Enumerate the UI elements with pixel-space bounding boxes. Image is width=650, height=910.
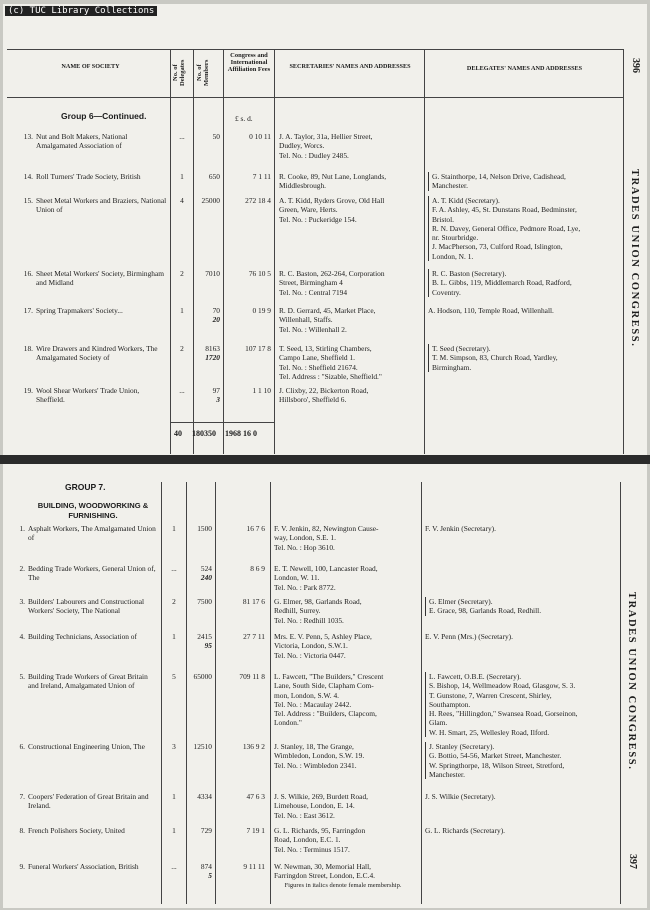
members-count [186, 632, 212, 651]
delegates-count: ... [179, 386, 185, 395]
members-total: 25000 [201, 196, 220, 205]
members-count [186, 742, 212, 751]
members-total: 7010 [205, 269, 220, 278]
secretary-address: E. T. Newell, 100, Lancaster Road, London, W. 11. Tel. No. : Park 8772. [274, 564, 378, 592]
delegates-addresses: E. V. Penn (Mrs.) (Secretary). [425, 632, 513, 641]
delegates-count: 1 [172, 632, 176, 641]
members-total: 4334 [197, 792, 212, 801]
members-total: 50 [212, 132, 220, 141]
members-count [193, 344, 220, 363]
row-number: 18. [23, 344, 33, 353]
header-secretary: SECRETARIES' NAMES AND ADDRESSES [289, 63, 411, 70]
delegates-count: 1 [172, 826, 176, 835]
delegates-addresses: A. Hodson, 110, Temple Road, Willenhall. [428, 306, 554, 315]
members-total: 8163 [205, 344, 220, 353]
society-name: Bedding Trade Workers, General Union of, The [28, 564, 156, 583]
society-name: Funeral Workers' Association, British [28, 862, 139, 871]
delegates-addresses: J. Stanley (Secretary). G. Bottio, 54-56, Market Street, Manchester. W. Springthorpe, 18, Wilson Street, Stretford, Manchester. [425, 742, 623, 779]
female-members: 5 [208, 871, 212, 881]
header-delegates: No. of Delegates [172, 59, 186, 87]
fees-amount: 0 19 9 [252, 306, 271, 315]
total-fees: 1968 16 0 [225, 429, 257, 438]
delegates-count: ... [171, 564, 177, 573]
members-count [186, 672, 212, 681]
page-number: 397 [627, 854, 638, 869]
society-name: French Polishers Society, United [28, 826, 125, 835]
members-count [193, 172, 220, 181]
secretary-address: R. D. Gerrard, 45, Market Place, Willenhall, Staffs. Tel. No. : Willenhall 2. [279, 306, 376, 334]
society-name: Roll Turners' Trade Society, British [36, 172, 141, 181]
row-number: 2. [19, 564, 25, 573]
row-number: 7. [19, 792, 25, 801]
total-delegates: 40 [174, 429, 182, 438]
delegates-count: 4 [180, 196, 184, 205]
delegates-addresses: G. Elmer (Secretary). E. Grace, 98, Garlands Road, Redhill. [425, 597, 623, 616]
secretary-address: G. L. Richards, 95, Farringdon Road, London, E.C. 1. Tel. No. : Terminus 1517. [274, 826, 366, 854]
delegates-addresses: A. T. Kidd (Secretary). F. A. Ashley, 45, St. Dunstans Road, Bedminster, Bristol. R. N. Davey, General Office, Pedmore Road, Lye, nr. Stourbridge. J. MacPherson, 73, Culford Road, Islington, London, N. 1. [428, 196, 626, 261]
currency-header: £ s. d. [235, 114, 253, 123]
delegates-count: 2 [172, 597, 176, 606]
header-fees: Congress and International Affiliation Fees [227, 52, 271, 74]
fees-amount: 8 6 9 [250, 564, 265, 573]
delegates-count: 1 [180, 172, 184, 181]
members-count [193, 306, 220, 325]
members-total: 2415 [197, 632, 212, 641]
members-total: 97 [212, 386, 220, 395]
fees-amount: 27 7 11 [243, 632, 265, 641]
fees-amount: 16 7 6 [246, 524, 265, 533]
members-total: 12510 [193, 742, 212, 751]
fees-amount: 136 9 2 [242, 742, 265, 751]
row-number: 16. [23, 269, 33, 278]
fees-amount: 7 19 1 [246, 826, 265, 835]
fees-amount: 81 17 6 [242, 597, 265, 606]
row-number: 9. [19, 862, 25, 871]
row-number: 8. [19, 826, 25, 835]
female-members: 3 [216, 395, 220, 405]
society-name: Building Technicians, Association of [28, 632, 137, 641]
col-rule [421, 482, 422, 904]
delegates-addresses: G. L. Richards (Secretary). [425, 826, 506, 835]
page-number: 396 [630, 58, 641, 73]
members-total: 524 [200, 564, 212, 573]
col-rule [270, 482, 271, 904]
members-count [186, 792, 212, 801]
female-members: 240 [200, 573, 212, 583]
fees-amount: 107 17 8 [245, 344, 271, 353]
delegates-count: 2 [180, 269, 184, 278]
secretary-address: J. Clixby, 22, Bickerton Road, Hillsboro', Sheffield 6. [279, 386, 369, 405]
row-number: 3. [19, 597, 25, 606]
row-number: 17. [23, 306, 33, 315]
secretary-address: G. Elmer, 98, Garlands Road, Redhill, Surrey. Tel. No. : Redhill 1035. [274, 597, 362, 625]
row-number: 19. [23, 386, 33, 395]
society-name: Wool Shear Workers' Trade Union, Sheffield. [36, 386, 140, 405]
page-397 [3, 464, 647, 908]
delegates-addresses: L. Fawcett, O.B.E. (Secretary). S. Bishop, 14, Wellmeadow Road, Glasgow, S. 3. T. Gunstone, 7, Warren Crescent, Shirley, Southampton. H. Rees, "Hillingdon," Swansea Road, Gorseinon, Glam. W. H. Smart, 25, Wellesley Road, Ilford. [425, 672, 623, 737]
secretary-address: Mrs. E. V. Penn, 5, Ashley Place, Victoria, London, S.W.1. Tel. No. : Victoria 0447. [274, 632, 372, 660]
row-number: 1. [19, 524, 25, 533]
society-name: Nut and Bolt Makers, National Amalgamated Association of [36, 132, 128, 151]
secretary-address: L. Fawcett, "The Builders," Crescent Lane, South Side, Clapham Com- mon, London, S.W. 4. Tel. No. : Macaulay 2442. Tel. Address : "Builders, Clapcom, London." [274, 672, 384, 728]
header-top-rule [7, 49, 623, 50]
delegates-count: ... [179, 132, 185, 141]
header-bottom-rule [7, 97, 623, 98]
header-society: NAME OF SOCIETY [61, 63, 120, 70]
delegates-addresses: T. Seed (Secretary). T. M. Simpson, 83, Church Road, Yardley, Birmingham. [428, 344, 626, 372]
society-name: Wire Drawers and Kindred Workers, The Amalgamated Society of [36, 344, 158, 363]
female-members: 20 [212, 315, 220, 325]
col-rule [424, 49, 425, 454]
society-name: Asphalt Workers, The Amalgamated Union of [28, 524, 156, 543]
fees-amount: 9 11 11 [243, 862, 265, 871]
members-count [193, 386, 220, 405]
row-number: 15. [23, 196, 33, 205]
members-total: 729 [200, 826, 212, 835]
secretary-address: F. V. Jenkin, 82, Newington Cause- way, London, S.E. 1. Tel. No. : Hop 3610. [274, 524, 379, 552]
group-title: Group 6—Continued. [61, 111, 147, 121]
row-number: 6. [19, 742, 25, 751]
society-name: Constructional Engineering Union, The [28, 742, 145, 751]
watermark: (c) TUC Library Collections [5, 6, 157, 16]
total-members: 180350 [192, 429, 216, 438]
page-396 [3, 4, 647, 455]
female-members: 1720 [205, 353, 220, 363]
delegates-addresses: J. S. Wilkie (Secretary). [425, 792, 496, 801]
col-rule [215, 482, 216, 904]
delegates-count: 1 [172, 524, 176, 533]
members-count [193, 196, 220, 205]
col-rule [161, 482, 162, 904]
footnote: Figures in italics denote female membership. [284, 882, 402, 889]
delegates-addresses: G. Stainthorpe, 14, Nelson Drive, Cadishead, Manchester. [428, 172, 626, 191]
row-number: 14. [23, 172, 33, 181]
header-delegates-names: DELEGATES' NAMES AND ADDRESSES [466, 65, 583, 72]
row-number: 13. [23, 132, 33, 141]
members-total: 70 [212, 306, 220, 315]
members-count [186, 564, 212, 583]
col-rule [274, 49, 275, 454]
side-title: TRADES UNION CONGRESS. [629, 169, 640, 348]
society-name: Builders' Labourers and Constructional Workers' Society, The National [28, 597, 145, 616]
members-count [186, 524, 212, 533]
delegates-count: 1 [172, 792, 176, 801]
secretary-address: J. S. Wilkie, 269, Burdett Road, Limehouse, London, E. 14. Tel. No. : East 3612. [274, 792, 368, 820]
members-count [186, 826, 212, 835]
delegates-count: ... [171, 862, 177, 871]
fees-amount: 272 18 4 [245, 196, 271, 205]
members-total: 650 [208, 172, 220, 181]
members-total: 1500 [197, 524, 212, 533]
secretary-address: J. A. Taylor, 31a, Hellier Street, Dudley, Worcs. Tel. No. : Dudley 2485. [279, 132, 373, 160]
fees-amount: 7 1 11 [252, 172, 271, 181]
header-members: No. of Members [196, 59, 210, 87]
members-count [186, 862, 212, 881]
page-gap [0, 455, 650, 464]
society-name: Sheet Metal Workers' Society, Birmingham and Midland [36, 269, 164, 288]
delegates-addresses: F. V. Jenkin (Secretary). [425, 524, 496, 533]
members-total: 65000 [193, 672, 212, 681]
members-count [186, 597, 212, 606]
secretary-address: R. Cooke, 89, Nut Lane, Longlands, Middlesbrough. [279, 172, 387, 191]
group-title: GROUP 7. [65, 482, 106, 492]
society-name: Spring Trapmakers' Society... [36, 306, 123, 315]
col-rule [186, 482, 187, 904]
society-name: Sheet Metal Workers and Braziers, National Union of [36, 196, 167, 215]
total-rule [170, 422, 274, 423]
members-total: 874 [200, 862, 212, 871]
society-name: Coopers' Federation of Great Britain and Ireland. [28, 792, 149, 811]
secretary-address: T. Seed, 13, Stirling Chambers, Campo Lane, Sheffield 1. Tel. No. : Sheffield 21674. Tel. Address : "Sizable, Sheffield." [279, 344, 382, 381]
fees-amount: 47 6 3 [246, 792, 265, 801]
fees-amount: 1 1 10 [252, 386, 271, 395]
fees-amount: 709 11 8 [239, 672, 265, 681]
secretary-address: A. T. Kidd, Ryders Grove, Old Hall Green, Ware, Herts. Tel. No. : Puckeridge 154. [279, 196, 385, 224]
row-number: 4. [19, 632, 25, 641]
members-count [193, 132, 220, 141]
delegates-count: 2 [180, 344, 184, 353]
society-name: Building Trade Workers of Great Britain and Ireland, Amalgamated Union of [28, 672, 148, 691]
delegates-addresses: R. C. Baston (Secretary). B. L. Gibbs, 119, Middlemarch Road, Radford, Coventry. [428, 269, 626, 297]
secretary-address: R. C. Baston, 262-264, Corporation Street, Birmingham 4 Tel. No. : Central 7194 [279, 269, 385, 297]
members-total: 7500 [197, 597, 212, 606]
group-subtitle: BUILDING, WOODWORKING & FURNISHING. [37, 501, 149, 520]
delegates-count: 5 [172, 672, 176, 681]
members-count [193, 269, 220, 278]
fees-amount: 0 10 11 [249, 132, 271, 141]
fees-amount: 76 10 5 [248, 269, 271, 278]
row-number: 5. [19, 672, 25, 681]
secretary-address: W. Newman, 30, Memorial Hall, Farringdon Street, London, E.C.4. [274, 862, 375, 881]
delegates-count: 3 [172, 742, 176, 751]
delegates-count: 1 [180, 306, 184, 315]
female-members: 95 [204, 641, 212, 651]
secretary-address: J. Stanley, 18, The Grange, Wimbledon, London, S.W. 19. Tel. No. : Wimbledon 2341. [274, 742, 365, 770]
side-title: TRADES UNION CONGRESS. [626, 592, 637, 771]
